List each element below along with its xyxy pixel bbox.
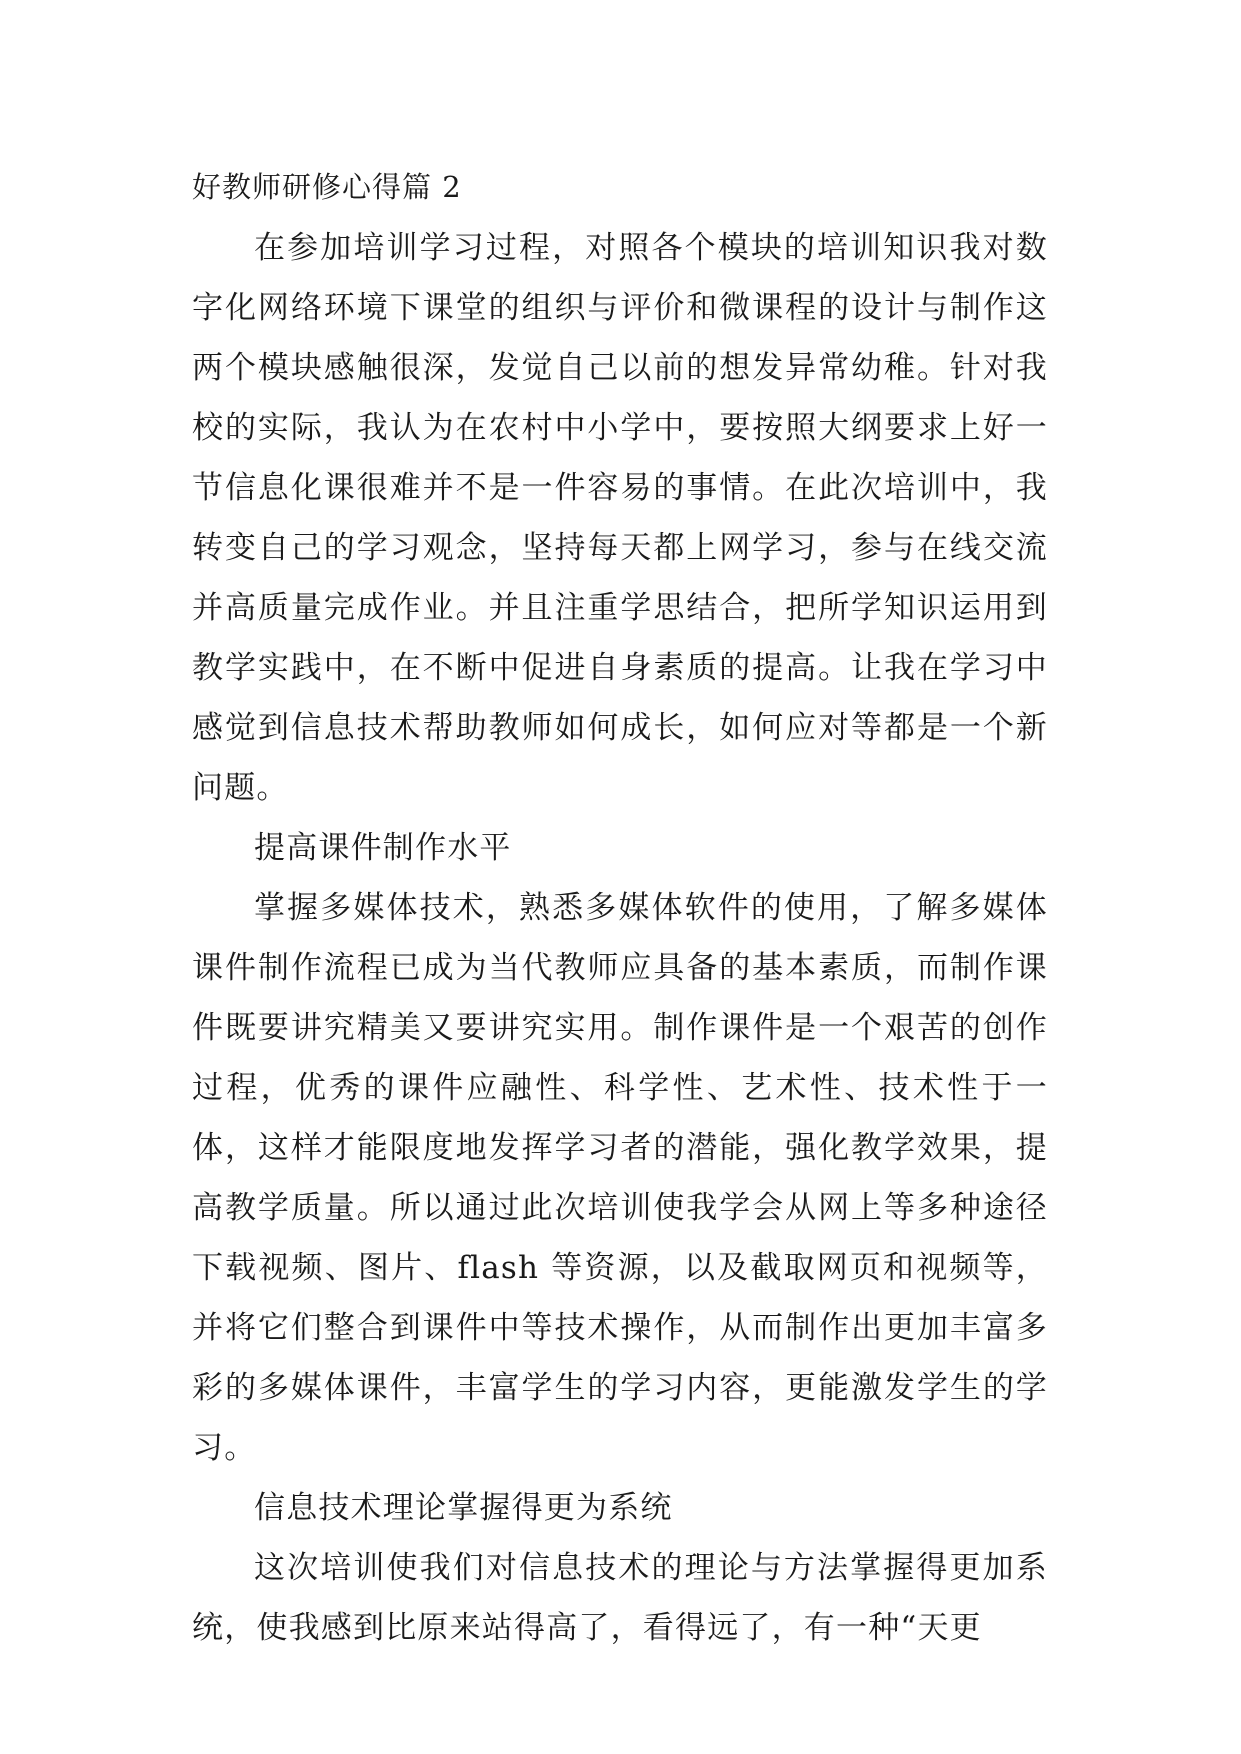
section-heading-it-theory: 信息技术理论掌握得更为系统 xyxy=(254,1490,673,1526)
body-paragraph-3: 这次培训使我们对信息技术的理论与方法掌握得更加系统，使我感到比原来站得高了，看得远了，有一种“天更 xyxy=(192,1550,1048,1646)
document-title: 好教师研修心得篇 2 xyxy=(192,170,462,204)
document-body xyxy=(192,158,1048,1658)
body-paragraph-2: 掌握多媒体技术，熟悉多媒体软件的使用，了解多媒体课件制作流程已成为当代教师应具备的基本素质，而制作课件既要讲究精美又要讲究实用。制作课件是一个艰苦的创作过程，优秀的课件应融性、科学性、艺术性、技术性于一体，这样才能限度地发挥学习者的潜能，强化教学效果，提高教学质量。所以通过此次培训使我学会从网上等多种途径下载视频、图片、flash 等资源，以及截取网页和视频等，并将它们整合到课件中等技术操作，从而制作出更加丰富多彩的多媒体课件，丰富学生的学习内容，更能激发学生的学习。 xyxy=(192,890,1048,1466)
body-paragraph-1: 在参加培训学习过程，对照各个模块的培训知识我对数字化网络环境下课堂的组织与评价和微课程的设计与制作这两个模块感触很深，发觉自己以前的想发异常幼稚。针对我校的实际，我认为在农村中小学中，要按照大纲要求上好一节信息化课很难并不是一件容易的事情。在此次培训中，我转变自己的学习观念，坚持每天都上网学习，参与在线交流并高质量完成作业。并且注重学思结合，把所学知识运用到教学实践中，在不断中促进自身素质的提高。让我在学习中感觉到信息技术帮助教师如何成长，如何应对等都是一个新问题。 xyxy=(192,230,1048,806)
section-heading-courseware: 提高课件制作水平 xyxy=(254,830,512,866)
